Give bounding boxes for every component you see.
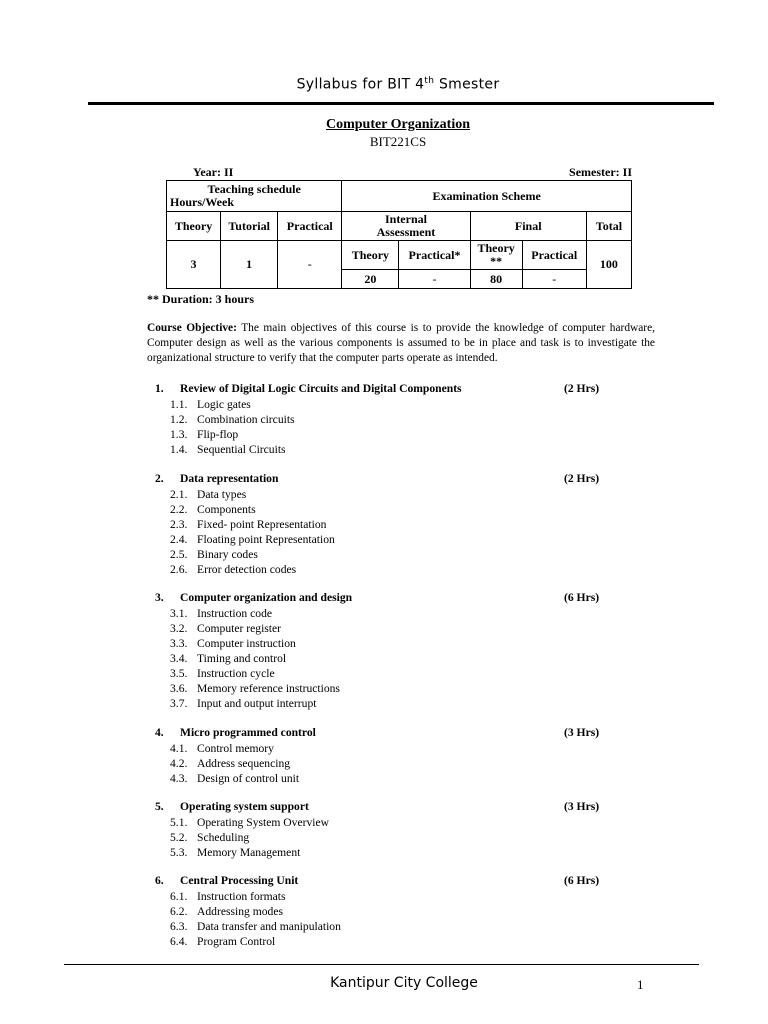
unit-title: Computer organization and design (180, 591, 353, 604)
item-text: Memory reference instructions (197, 682, 340, 695)
unit-section (155, 800, 615, 860)
unit-section (155, 382, 615, 457)
item-number: 3.7. (170, 697, 188, 710)
item-number: 3.2. (170, 622, 188, 635)
page-number: 1 (637, 977, 644, 992)
footer-rule (64, 964, 699, 965)
item-text: Computer register (197, 622, 282, 635)
item-text: Instruction cycle (197, 667, 275, 680)
final-theory-header (470, 241, 522, 270)
tutorial-header: Tutorial (221, 212, 278, 241)
internal-assessment-header (342, 212, 470, 241)
item-text: Memory Management (197, 846, 301, 859)
list-item (155, 756, 615, 771)
item-text: Combination circuits (197, 413, 295, 426)
ia-practical-value: - (399, 270, 470, 289)
item-number: 6.3. (170, 920, 188, 933)
list-item (155, 517, 615, 532)
item-number: 5.3. (170, 846, 188, 859)
item-number: 1.2. (170, 413, 188, 426)
unit-number: 6. (155, 874, 164, 887)
final-theory-line1: Theory (477, 241, 515, 255)
unit-title: Central Processing Unit (180, 874, 299, 887)
list-item (155, 830, 615, 845)
objective-text: The main objectives of this course is to provide the knowledge of computer hardware, Computer design as well as the various components is assumed to be in place and task is to investigate the organizational structure to verify that the computer parts operate as intended. (147, 322, 656, 364)
list-item (155, 771, 615, 786)
unit-hours: (6 Hrs) (564, 874, 600, 887)
item-text: Binary codes (197, 548, 258, 561)
page-header (0, 76, 768, 93)
item-number: 3.1. (170, 607, 188, 620)
list-item (155, 741, 615, 756)
ia-practical-header: Practical* (399, 241, 470, 270)
theory-value: 3 (167, 241, 221, 289)
examination-scheme-table (166, 180, 632, 289)
list-item (155, 696, 615, 711)
table-row (167, 212, 632, 241)
unit-title: Review of Digital Logic Circuits and Digital Components (180, 382, 462, 395)
internal-assessment-line2: Assessment (376, 225, 436, 239)
item-text: Operating System Overview (197, 816, 330, 829)
unit-section (155, 591, 615, 711)
semester-label: Semester: II (569, 165, 632, 179)
list-item (155, 532, 615, 547)
unit-number: 5. (155, 800, 164, 813)
list-item (155, 815, 615, 830)
header-text-end: Smester (434, 76, 500, 93)
list-item (155, 502, 615, 517)
list-item (155, 889, 615, 904)
item-number: 4.1. (170, 742, 188, 755)
unit-hours: (2 Hrs) (564, 472, 600, 485)
unit-section (155, 726, 615, 786)
unit-number: 2. (155, 472, 164, 485)
unit-hours: (6 Hrs) (564, 591, 600, 604)
list-item (155, 651, 615, 666)
unit-hours: (3 Hrs) (564, 800, 600, 813)
item-text: Fixed- point Representation (197, 518, 327, 531)
item-number: 4.3. (170, 772, 188, 785)
item-text: Logic gates (197, 398, 251, 411)
list-item (155, 919, 615, 934)
item-number: 2.6. (170, 563, 188, 576)
total-value: 100 (586, 241, 631, 289)
final-theory-line2: ** (490, 254, 503, 268)
course-code: BIT221CS (369, 134, 427, 149)
item-number: 3.6. (170, 682, 188, 695)
item-number: 5.2. (170, 831, 188, 844)
teaching-schedule-label: Teaching schedule (207, 182, 301, 196)
item-text: Address sequencing (197, 757, 291, 770)
total-header: Total (586, 212, 631, 241)
item-text: Error detection codes (197, 563, 297, 576)
item-text: Input and output interrupt (197, 697, 317, 710)
unit-number: 4. (155, 726, 164, 739)
practical-value: - (278, 241, 342, 289)
unit-hours: (3 Hrs) (564, 726, 600, 739)
final-theory-value: 80 (470, 270, 522, 289)
item-number: 2.5. (170, 548, 188, 561)
unit-section (155, 874, 615, 949)
theory-header: Theory (167, 212, 221, 241)
unit-title: Operating system support (180, 800, 309, 813)
hours-week-label: Hours/Week (170, 195, 235, 209)
duration-note: ** Duration: 3 hours (147, 292, 255, 306)
item-text: Data transfer and manipulation (197, 920, 341, 933)
item-text: Timing and control (197, 652, 287, 665)
list-item (155, 562, 615, 577)
list-item (155, 666, 615, 681)
item-text: Instruction code (197, 607, 273, 620)
item-number: 6.1. (170, 890, 188, 903)
list-item (155, 427, 615, 442)
item-text: Data types (197, 488, 247, 501)
header-rule (88, 102, 714, 105)
list-item (155, 636, 615, 651)
course-objective (147, 321, 655, 366)
unit-heading (155, 800, 615, 815)
unit-title: Data representation (180, 472, 279, 485)
list-item (155, 904, 615, 919)
item-text: Scheduling (197, 831, 250, 844)
final-header: Final (470, 212, 586, 241)
tutorial-value: 1 (221, 241, 278, 289)
unit-hours: (2 Hrs) (564, 382, 600, 395)
item-number: 2.4. (170, 533, 188, 546)
list-item (155, 681, 615, 696)
list-item (155, 621, 615, 636)
list-item (155, 606, 615, 621)
item-text: Computer instruction (197, 637, 296, 650)
item-number: 3.5. (170, 667, 188, 680)
item-text: Design of control unit (197, 772, 300, 785)
item-number: 5.1. (170, 816, 188, 829)
item-number: 2.2. (170, 503, 188, 516)
unit-heading (155, 472, 615, 487)
table-row (167, 181, 632, 212)
unit-number: 1. (155, 382, 164, 395)
table-row (167, 241, 632, 270)
item-number: 1.4. (170, 443, 188, 456)
unit-heading (155, 591, 615, 606)
year-label: Year: II (193, 165, 234, 179)
examination-scheme-header: Examination Scheme (342, 181, 632, 212)
list-item (155, 442, 615, 457)
unit-heading (155, 874, 615, 889)
item-text: Control memory (197, 742, 274, 755)
list-item (155, 412, 615, 427)
footer-college: Kantipur City College (330, 975, 478, 991)
item-text: Floating point Representation (197, 533, 335, 546)
unit-number: 3. (155, 591, 164, 604)
header-superscript: th (424, 76, 435, 86)
internal-assessment-line1: Internal (384, 212, 427, 226)
unit-title: Micro programmed control (180, 726, 316, 739)
teaching-schedule-cell (167, 181, 342, 212)
item-number: 3.3. (170, 637, 188, 650)
item-number: 3.4. (170, 652, 188, 665)
item-text: Flip-flop (197, 428, 239, 441)
item-number: 2.1. (170, 488, 188, 501)
item-text: Addressing modes (197, 905, 283, 918)
practical-header: Practical (278, 212, 342, 241)
list-item (155, 547, 615, 562)
unit-heading (155, 382, 615, 397)
course-title: Computer Organization (325, 117, 470, 132)
unit-section (155, 472, 615, 577)
list-item (155, 845, 615, 860)
final-practical-value: - (522, 270, 586, 289)
item-text: Instruction formats (197, 890, 286, 903)
item-number: 4.2. (170, 757, 188, 770)
item-number: 2.3. (170, 518, 188, 531)
list-item (155, 934, 615, 949)
list-item (155, 397, 615, 412)
item-number: 6.4. (170, 935, 188, 948)
header-text: Syllabus for BIT 4 (296, 76, 425, 93)
final-practical-header: Practical (522, 241, 586, 270)
ia-theory-value: 20 (342, 270, 399, 289)
ia-theory-header: Theory (342, 241, 399, 270)
item-text: Sequential Circuits (197, 443, 286, 456)
unit-heading (155, 726, 615, 741)
item-number: 1.1. (170, 398, 188, 411)
item-number: 1.3. (170, 428, 188, 441)
list-item (155, 487, 615, 502)
item-text: Components (197, 503, 256, 516)
objective-label: Course Objective: (147, 322, 237, 334)
item-number: 6.2. (170, 905, 188, 918)
item-text: Program Control (197, 935, 276, 948)
